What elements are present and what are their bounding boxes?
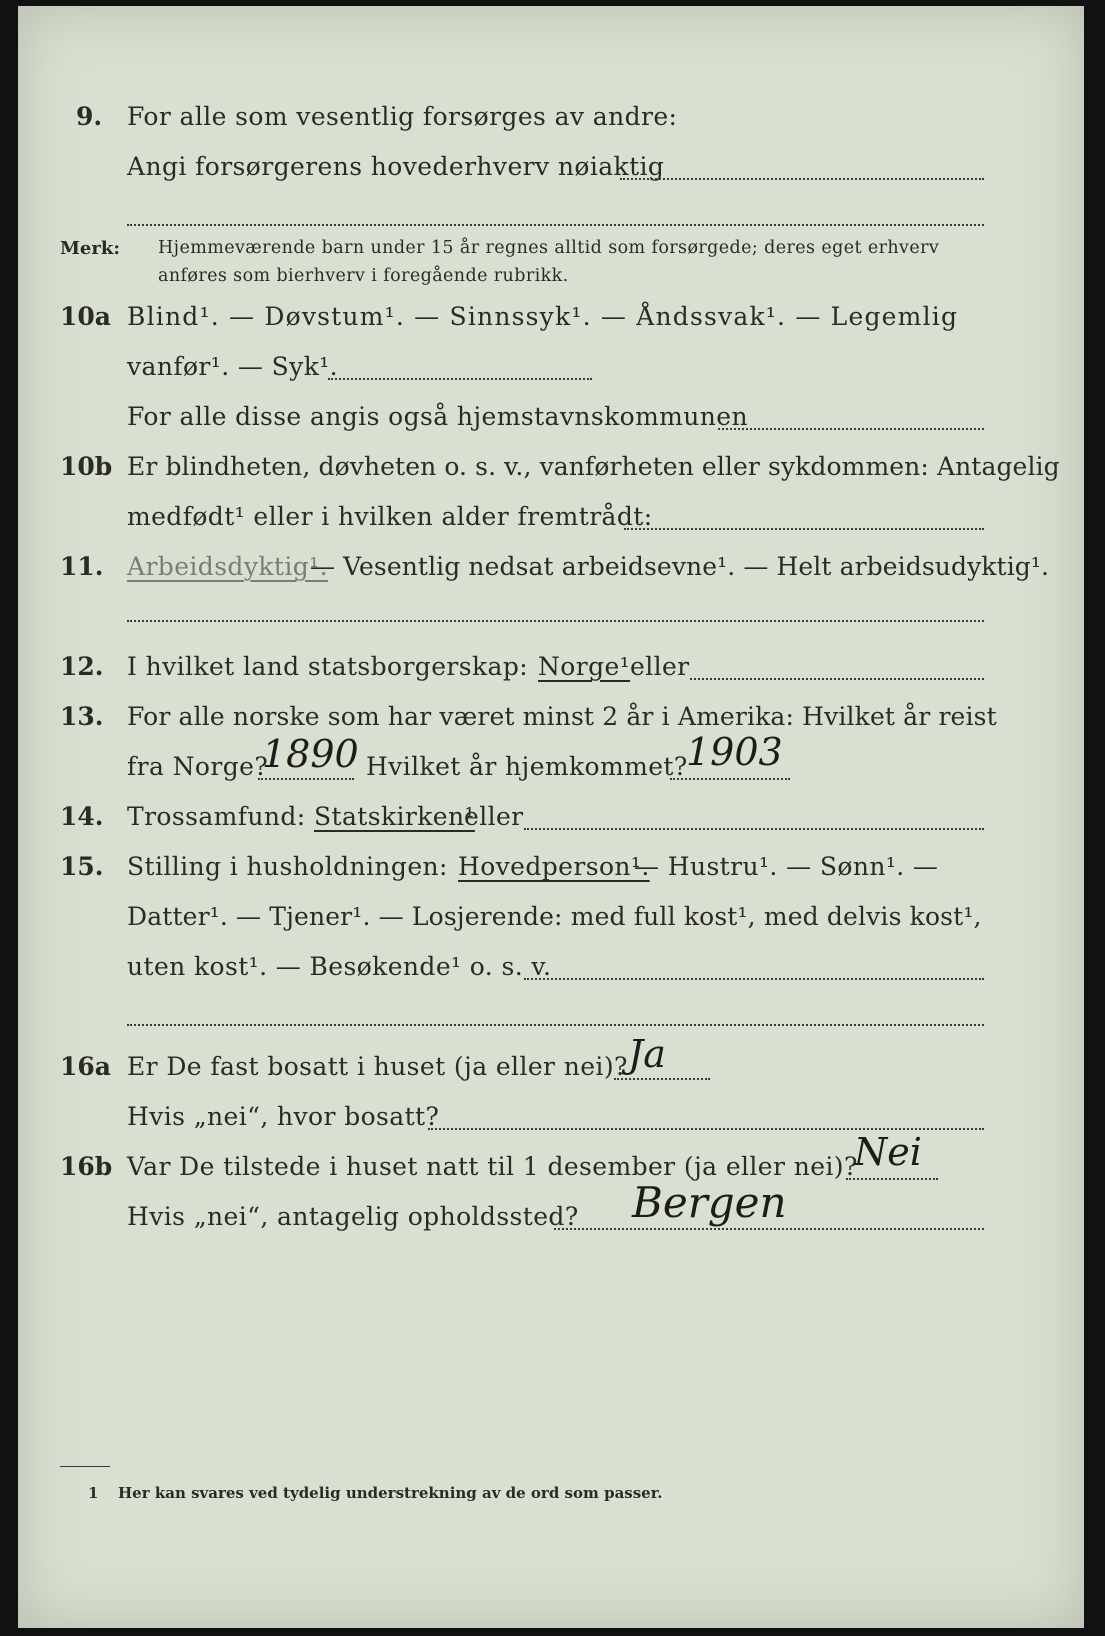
merk-label: Merk:	[60, 238, 120, 259]
footnote-text: Her kan svares ved tydelig understrekning av de ord som passer.	[118, 1484, 663, 1502]
answer-line-9[interactable]	[620, 178, 984, 180]
question-16b-text: Var De tilstede i huset natt til 1 desember (ja eller nei)?	[127, 1152, 858, 1181]
answer-line-16b-opholdssted[interactable]	[554, 1228, 984, 1230]
handwritten-year-reist: 1890	[262, 732, 359, 776]
question-11-options: — Vesentlig nedsat arbeidsevne¹. — Helt arbeidsudyktig¹.	[310, 552, 1050, 581]
answer-line-16a[interactable]	[614, 1078, 710, 1080]
answer-line-10a-hjemstavn[interactable]	[718, 428, 984, 430]
question-10b-text: Er blindheten, døvheten o. s. v., vanførheten eller sykdommen: Antagelig	[127, 452, 1060, 481]
handwritten-answer-nei: Nei	[854, 1130, 922, 1174]
option-norge[interactable]: Norge¹	[538, 652, 631, 681]
handwritten-answer-bergen: Bergen	[632, 1178, 787, 1227]
option-hovedperson[interactable]: Hovedperson¹.	[458, 852, 650, 881]
question-16a-number: 16a	[60, 1052, 111, 1081]
question-12-suffix: eller	[630, 652, 690, 681]
handwritten-answer-ja: Ja	[628, 1032, 666, 1076]
question-9-text: For alle som vesentlig forsørges av andre:	[127, 102, 678, 131]
question-15-text: Stilling i husholdningen:	[127, 852, 448, 881]
answer-line-11[interactable]	[127, 620, 984, 622]
question-16b-number: 16b	[60, 1152, 113, 1181]
census-form-page	[18, 6, 1084, 1628]
question-15-options-1: — Hustru¹. — Sønn¹. —	[634, 852, 939, 881]
question-15-options-3: uten kost¹. — Besøkende¹ o. s. v.	[127, 952, 552, 981]
question-13-label-left: fra Norge?	[127, 752, 269, 781]
question-13-text: For alle norske som har været minst 2 år i Amerika: Hvilket år reist	[127, 702, 997, 731]
question-15-number: 15.	[60, 852, 104, 881]
answer-line-13-hjemkommet[interactable]	[670, 778, 790, 780]
option-statskirken[interactable]: Statskirken¹	[314, 802, 475, 831]
question-14-suffix: eller	[464, 802, 524, 831]
question-10a-subtext: vanfør¹. — Syk¹.	[127, 352, 339, 381]
handwritten-year-hjemkommet: 1903	[686, 730, 783, 774]
answer-line-9-extra[interactable]	[127, 224, 984, 226]
question-11-number: 11.	[60, 552, 104, 581]
answer-line-14[interactable]	[524, 828, 984, 830]
footnote-mark: 1	[88, 1484, 99, 1502]
question-10a-text: Blind¹. — Døvstum¹. — Sinnssyk¹. — Åndssvak¹. — Legemlig	[127, 302, 959, 331]
question-13-label-right: Hvilket år hjemkommet?	[366, 752, 688, 781]
question-9-subtext: Angi forsørgerens hovederhverv nøiaktig	[127, 152, 665, 181]
question-10b-number: 10b	[60, 452, 113, 481]
answer-line-16b[interactable]	[846, 1178, 938, 1180]
answer-line-10a-syk[interactable]	[328, 378, 592, 380]
question-14-text: Trossamfund:	[127, 802, 306, 831]
question-16b-subtext: Hvis „nei“, antagelig opholdssted?	[127, 1202, 579, 1231]
question-14-number: 14.	[60, 802, 104, 831]
answer-line-15[interactable]	[524, 978, 984, 980]
option-arbeidsdyktig[interactable]: Arbeidsdyktig¹.	[127, 552, 328, 581]
question-10a-hjemstavn: For alle disse angis også hjemstavnskommunen	[127, 402, 748, 431]
merk-text: Hjemmeværende barn under 15 år regnes alltid som forsørgede; deres eget erhverv anføres som bierhverv i foregående rubrikk.	[158, 238, 940, 286]
question-13-number: 13.	[60, 702, 104, 731]
answer-line-13-reist[interactable]	[258, 778, 354, 780]
question-15-options-2: Datter¹. — Tjener¹. — Losjerende: med full kost¹, med delvis kost¹,	[127, 902, 982, 931]
question-10a-number: 10a	[60, 302, 111, 331]
question-9-number: 9.	[76, 102, 103, 131]
question-16a-text: Er De fast bosatt i huset (ja eller nei)?	[127, 1052, 628, 1081]
question-10b-subtext: medfødt¹ eller i hvilken alder fremtrådt:	[127, 502, 653, 531]
question-12-number: 12.	[60, 652, 104, 681]
answer-line-15-extra[interactable]	[127, 1024, 984, 1026]
answer-line-10b[interactable]	[624, 528, 984, 530]
question-16a-subtext: Hvis „nei“, hvor bosatt?	[127, 1102, 440, 1131]
question-12-text: I hvilket land statsborgerskap:	[127, 652, 529, 681]
answer-line-12[interactable]	[690, 678, 984, 680]
footnote-rule	[60, 1466, 110, 1467]
